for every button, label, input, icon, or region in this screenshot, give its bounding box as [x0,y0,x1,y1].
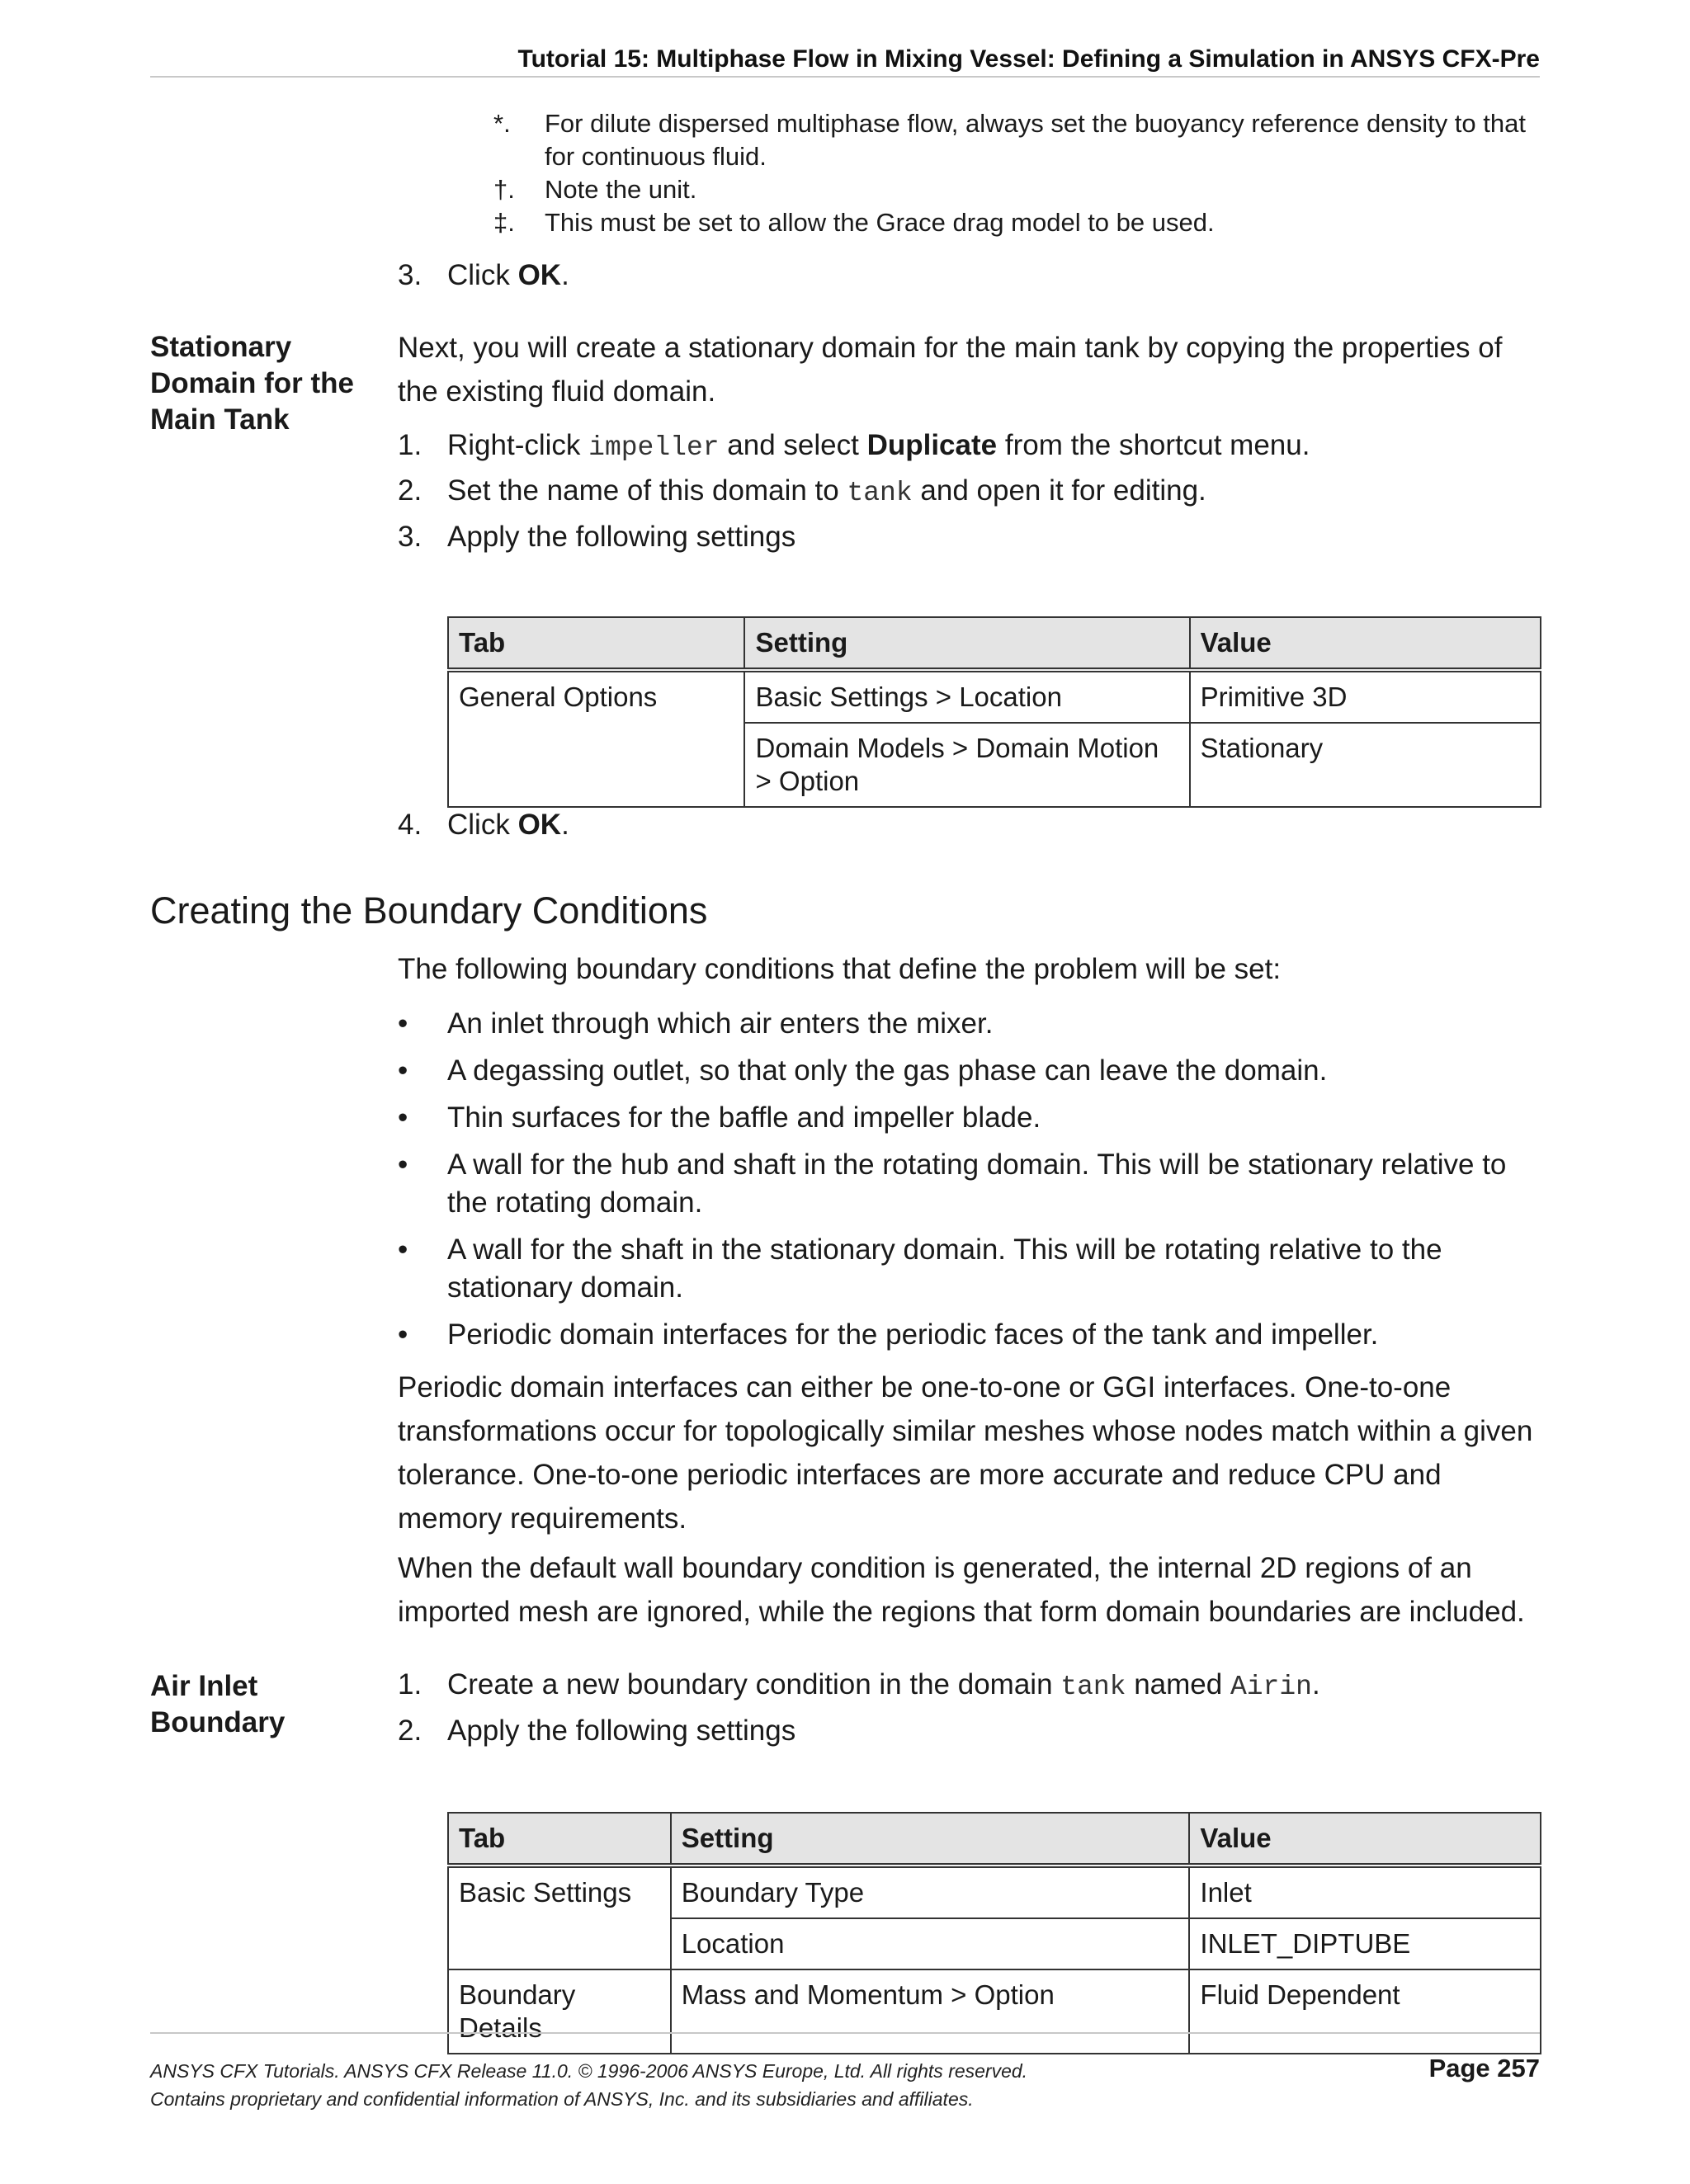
step-suffix: and open it for editing. [912,474,1206,507]
section-heading: Creating the Boundary Conditions [150,889,708,932]
list-item [398,1316,1541,1354]
code-airin: Airin [1230,1672,1312,1702]
step-mid: named [1126,1668,1230,1701]
page-header [150,43,1540,78]
step-click-ok [398,257,1541,294]
table-header-cell: Setting [744,617,1189,670]
table-header-cell: Setting [671,1813,1190,1866]
code-tank: tank [847,478,913,508]
bullet-icon: • [398,1149,408,1181]
code-tank: tank [1060,1672,1126,1702]
table-cell-setting: Domain Models > Domain Motion > Option [744,723,1189,807]
step-prefix: Create a new boundary condition in the domain [447,1668,1061,1701]
footnote [493,173,1541,206]
air-inlet-settings-table [447,1812,1541,2054]
list-item [398,1005,1541,1043]
step-number: 2. [398,1715,422,1747]
step-suffix: . [561,259,569,291]
step-prefix: Click [447,259,518,291]
bullet-text: An inlet through which air enters the mixer. [447,1007,994,1040]
table-row [448,1866,1541,1918]
header-title: Tutorial 15: Multiphase Flow in Mixing Vessel: Defining a Simulation in ANSYS CFX-Pre [517,45,1540,73]
bullet-icon: • [398,1054,408,1087]
footnote [493,107,1541,173]
side-heading-stationary-domain: Stationary Domain for the Main Tank [150,331,354,436]
step-number: 4. [398,809,422,841]
footer-legal-line-1: ANSYS CFX Tutorials. ANSYS CFX Release 11.0. © 1996-2006 ANSYS Europe, Ltd. All rights reserved. [150,2060,1028,2082]
bullet-text: Periodic domain interfaces for the periodic faces of the tank and impeller. [447,1318,1379,1351]
boundary-bullet-list [398,1005,1541,1363]
step-number: 1. [398,1668,422,1701]
duplicate-label: Duplicate [866,429,998,461]
table-cell-setting: Boundary Type [671,1866,1190,1918]
table-header-cell: Value [1190,617,1541,670]
footnote-text: For dilute dispersed multiphase flow, always set the buoyancy reference density to that for continuous fluid. [545,109,1526,171]
step-suffix: from the shortcut menu. [997,429,1310,461]
table-cell-value: Inlet [1189,1866,1541,1918]
footnote-text: This must be set to allow the Grace drag model to be used. [545,208,1215,237]
bullet-icon: • [398,1007,408,1040]
table-row [448,670,1541,723]
footnote-mark: †. [493,175,515,204]
bullet-text: A wall for the hub and shaft in the rotating domain. This will be stationary relative to the rotating domain. [447,1149,1507,1219]
stationary-step-3 [398,519,1541,555]
page-number: Page 257 [1428,2054,1540,2083]
footnote-mark: ‡. [493,208,515,237]
stationary-step-2 [398,473,1541,512]
table-cell-tab: General Options [448,670,744,807]
table-cell-setting: Mass and Momentum > Option [671,1969,1190,2054]
step-number: 2. [398,474,422,507]
boundary-paragraph-1: Periodic domain interfaces can either be one-to-one or GGI interfaces. One-to-one transformations occur for topologically similar meshes whose nodes match within a given tolerance. One-to-one periodic interfaces are more accurate and reduce CPU and memory requirements. [398,1371,1533,1535]
step-suffix: . [1311,1668,1320,1701]
list-item [398,1099,1541,1137]
table-cell-tab: Basic Settings [448,1866,671,1969]
stationary-settings-table [447,616,1541,808]
table-header-cell: Tab [448,1813,671,1866]
footnote [493,206,1541,239]
bullet-text: A degassing outlet, so that only the gas phase can leave the domain. [447,1054,1328,1087]
bullet-text: Thin surfaces for the baffle and impeller blade. [447,1101,1041,1134]
stationary-step-1 [398,427,1541,466]
bullet-text: A wall for the shaft in the stationary domain. This will be rotating relative to the stationary domain. [447,1234,1442,1304]
step-text [447,427,1541,466]
list-item [398,1146,1541,1222]
step-suffix: . [561,809,569,841]
ok-label: OK [517,259,562,291]
bullet-icon: • [398,1318,408,1351]
stationary-step-4 [398,807,1541,843]
step-number: 3. [398,521,422,553]
step-text [447,1667,1541,1705]
table-cell-value: INLET_DIPTUBE [1189,1918,1541,1969]
stationary-intro: Next, you will create a stationary domain for the main tank by copying the properties of the existing fluid domain. [398,332,1503,408]
step-text: Apply the following settings [447,521,796,553]
table-cell-value: Fluid Dependent [1189,1969,1541,2054]
table-header-row [448,617,1541,670]
table-cell-value: Primitive 3D [1190,670,1541,723]
footnotes [493,107,1541,239]
page-footer [150,2032,1540,2113]
table-header-cell: Value [1189,1813,1541,1866]
ok-label: OK [517,809,562,841]
footnote-text: Note the unit. [545,175,697,204]
step-text [447,807,1541,843]
step-number: 1. [398,429,422,461]
bullet-icon: • [398,1101,408,1134]
boundary-intro: The following boundary conditions that define the problem will be set: [398,953,1282,985]
step-text [447,257,1541,294]
table-cell-setting: Basic Settings > Location [744,670,1189,723]
bullet-icon: • [398,1234,408,1266]
step-prefix: Set the name of this domain to [447,474,847,507]
table-cell-tab: Boundary Details [448,1969,671,2054]
step-prefix: Click [447,809,518,841]
code-impeller: impeller [588,432,720,463]
table-cell-setting: Location [671,1918,1190,1969]
table-header-cell: Tab [448,617,744,670]
table-cell-value: Stationary [1190,723,1541,807]
boundary-paragraph-2: When the default wall boundary condition is generated, the internal 2D regions of an imported mesh are ignored, while the regions that form domain boundaries are included. [398,1552,1525,1628]
air-inlet-step-2 [398,1713,1541,1749]
table-header-row [448,1813,1541,1866]
list-item [398,1052,1541,1090]
step-prefix: Right-click [447,429,589,461]
air-inlet-step-1 [398,1667,1541,1705]
step-number: 3. [398,259,422,291]
side-heading-air-inlet: Air Inlet Boundary [150,1670,286,1738]
step-mid: and select [719,429,867,461]
step-text [447,473,1541,512]
list-item [398,1231,1541,1307]
step-text: Apply the following settings [447,1715,796,1747]
footer-legal-line-2: Contains proprietary and confidential information of ANSYS, Inc. and its subsidiaries and affiliates. [150,2088,974,2110]
footnote-mark: *. [493,109,511,138]
